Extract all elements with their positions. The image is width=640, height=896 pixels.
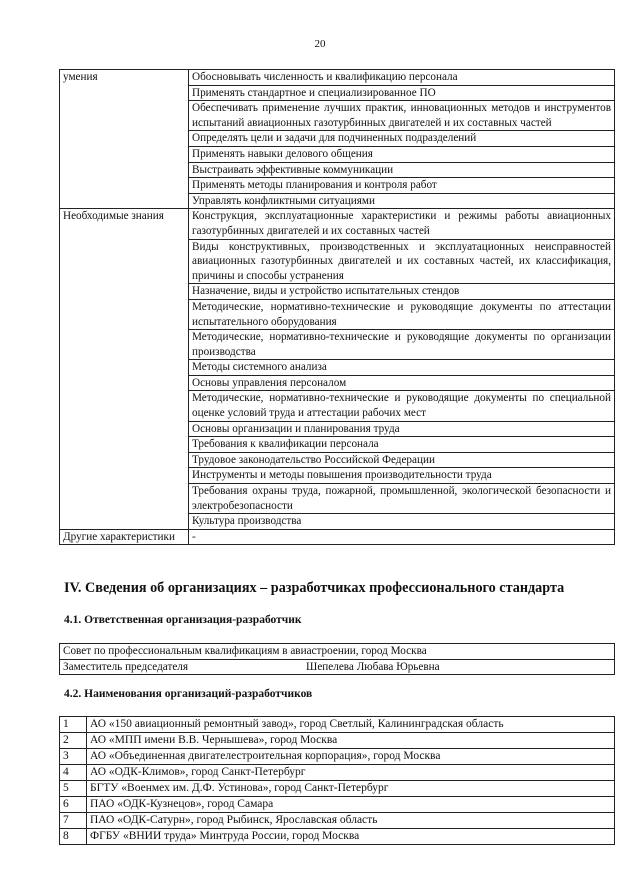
- table-cell: Культура производства: [189, 514, 615, 530]
- developer-orgs-table: [59, 716, 615, 845]
- org-name: ПАО «ОДК-Сатурн», город Рыбинск, Ярославская область: [87, 813, 615, 829]
- table-row: [60, 209, 615, 239]
- table-cell: Трудовое законодательство Российской Федерации: [189, 452, 615, 468]
- table-cell: Виды конструктивных, производственных и эксплуатационных неисправностей авиационных газотурбинных двигателей и их составных частей, их классификация, причины и способы устранения: [189, 239, 615, 284]
- table-cell: Требования к квалификации персонала: [189, 437, 615, 453]
- table-cell: Выстраивать эффективные коммуникации: [189, 162, 615, 178]
- org-name: БГТУ «Военмех им. Д.Ф. Устинова», город Санкт-Петербург: [87, 781, 615, 797]
- org-number: 3: [60, 749, 87, 765]
- subsection-title-developers: 4.2. Наименования организаций-разработчиков: [64, 688, 313, 700]
- table-row: [60, 781, 615, 797]
- table-row: [60, 797, 615, 813]
- subsection-title-responsible: 4.1. Ответственная организация-разработчик: [64, 614, 302, 626]
- org-name: АО «МПП имени В.В. Чернышева», город Москва: [87, 733, 615, 749]
- table-cell: Конструкция, эксплуатационные характеристики и режимы работы авиационных газотурбинных двигателей и их составных частей: [189, 209, 615, 239]
- table-cell: Обеспечивать применение лучших практик, инновационных методов и инструментов испытаний авиационных газотурбинных двигателей и их составных частей: [189, 101, 615, 131]
- table-row: [60, 829, 615, 845]
- responsible-person: Шепелева Любава Юрьевна: [306, 660, 440, 673]
- table-row: [60, 644, 615, 660]
- table-cell: Методы системного анализа: [189, 360, 615, 376]
- table-cell: Основы управления персоналом: [189, 375, 615, 391]
- table-row: [60, 813, 615, 829]
- org-name: ФГБУ «ВНИИ труда» Минтруда России, город Москва: [87, 829, 615, 845]
- row-group-label: Другие характеристики: [60, 529, 189, 545]
- table-row: [60, 717, 615, 733]
- table-row: [60, 529, 615, 545]
- table-row: [60, 765, 615, 781]
- table-cell: Методические, нормативно-технические и руководящие документы по организации производства: [189, 330, 615, 360]
- org-number: 2: [60, 733, 87, 749]
- table-cell: Управлять конфликтными ситуациями: [189, 193, 615, 209]
- responsible-org-table: [59, 643, 615, 675]
- page-number: 20: [314, 38, 326, 50]
- table-cell: Методические, нормативно-технические и руководящие документы по аттестации испытательного оборудования: [189, 299, 615, 329]
- org-number: 7: [60, 813, 87, 829]
- responsible-person-cell: [60, 659, 615, 675]
- table-cell: Обосновывать численность и квалификацию персонала: [189, 70, 615, 86]
- table-cell: Применять методы планирования и контроля работ: [189, 178, 615, 194]
- table-cell: Применять стандартное и специализированное ПО: [189, 85, 615, 101]
- section-title: IV. Сведения об организациях – разработчиках профессионального стандарта: [64, 580, 565, 596]
- org-name: АО «ОДК-Климов», город Санкт-Петербург: [87, 765, 615, 781]
- row-group-label: Необходимые знания: [60, 209, 189, 529]
- table-row: [60, 749, 615, 765]
- org-number: 8: [60, 829, 87, 845]
- table-row: [60, 659, 615, 675]
- org-name: АО «150 авиационный ремонтный завод», город Светлый, Калининградская область: [87, 717, 615, 733]
- responsible-org-name: Совет по профессиональным квалификациям в авиастроении, город Москва: [60, 644, 615, 660]
- responsible-position: Заместитель председателя: [63, 660, 189, 673]
- org-name: ПАО «ОДК-Кузнецов», город Самара: [87, 797, 615, 813]
- table-row: [60, 733, 615, 749]
- org-number: 4: [60, 765, 87, 781]
- table-cell: Назначение, виды и устройство испытательных стендов: [189, 284, 615, 300]
- table-cell: Требования охраны труда, пожарной, промышленной, экологической безопасности и электробезопасности: [189, 484, 615, 514]
- table-cell: Применять навыки делового общения: [189, 146, 615, 162]
- org-name: АО «Объединенная двигателестроительная корпорация», город Москва: [87, 749, 615, 765]
- row-group-label: умения: [60, 70, 189, 209]
- table-cell: Основы организации и планирования труда: [189, 421, 615, 437]
- table-cell: Определять цели и задачи для подчиненных подразделений: [189, 131, 615, 147]
- table-row: [60, 70, 615, 86]
- competency-table: [59, 69, 615, 545]
- table-cell: Методические, нормативно-технические и руководящие документы по специальной оценке условий труда и аттестации рабочих мест: [189, 391, 615, 421]
- org-number: 6: [60, 797, 87, 813]
- table-cell: Инструменты и методы повышения производительности труда: [189, 468, 615, 484]
- org-number: 1: [60, 717, 87, 733]
- org-number: 5: [60, 781, 87, 797]
- table-cell: -: [189, 529, 615, 545]
